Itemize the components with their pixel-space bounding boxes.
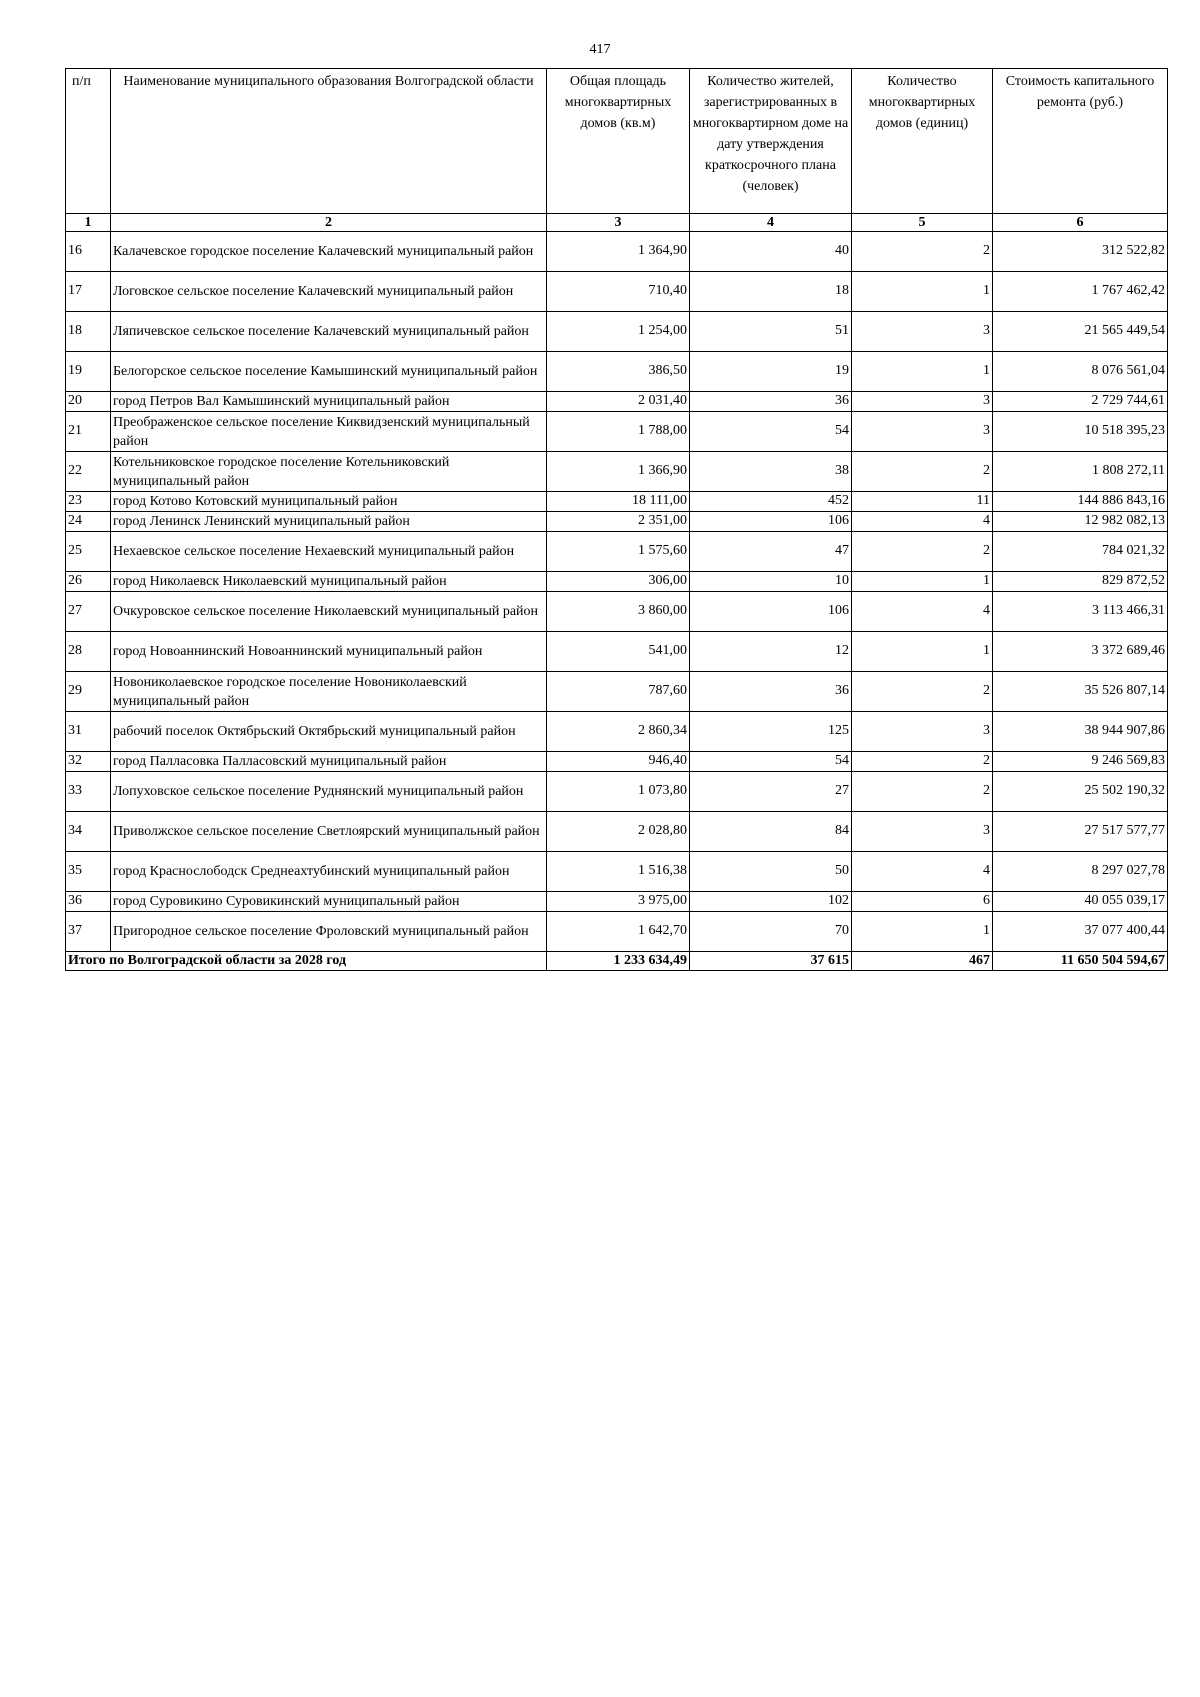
municipality-name: Очкуровское сельское поселение Николаевский муниципальный район bbox=[111, 592, 547, 632]
table-row bbox=[66, 812, 1168, 852]
total-label: Итого по Волгоградской области за 2028 год bbox=[66, 952, 547, 971]
row-number: 27 bbox=[66, 592, 111, 632]
table-row bbox=[66, 572, 1168, 592]
total-area-value: 946,40 bbox=[547, 752, 690, 772]
capital-repair-table bbox=[65, 68, 1168, 971]
table-row bbox=[66, 312, 1168, 352]
houses-value: 2 bbox=[852, 672, 993, 712]
houses-value: 3 bbox=[852, 712, 993, 752]
total-area-value: 1 642,70 bbox=[547, 912, 690, 952]
residents-value: 19 bbox=[690, 352, 852, 392]
column-number: 2 bbox=[111, 214, 547, 232]
header-municipality-name-text: Наименование муниципального образования Волгоградской области bbox=[123, 74, 534, 89]
residents-value: 38 bbox=[690, 452, 852, 492]
municipality-name: Новониколаевское городское поселение Новониколаевский муниципальный район bbox=[111, 672, 547, 712]
municipality-name: город Николаевск Николаевский муниципальный район bbox=[111, 572, 547, 592]
row-number: 33 bbox=[66, 772, 111, 812]
residents-value: 27 bbox=[690, 772, 852, 812]
residents-value: 125 bbox=[690, 712, 852, 752]
houses-value: 4 bbox=[852, 852, 993, 892]
row-number: 25 bbox=[66, 532, 111, 572]
header-repair-cost bbox=[993, 69, 1168, 214]
total-area-value: 2 031,40 bbox=[547, 392, 690, 412]
repair-cost-value: 312 522,82 bbox=[993, 232, 1168, 272]
repair-cost-value: 1 808 272,11 bbox=[993, 452, 1168, 492]
repair-cost-value: 35 526 807,14 bbox=[993, 672, 1168, 712]
header-row-number: п/п bbox=[66, 69, 111, 214]
table-row bbox=[66, 592, 1168, 632]
table-row bbox=[66, 392, 1168, 412]
houses-value: 6 bbox=[852, 892, 993, 912]
repair-cost-value: 38 944 907,86 bbox=[993, 712, 1168, 752]
table-row bbox=[66, 892, 1168, 912]
repair-cost-value: 37 077 400,44 bbox=[993, 912, 1168, 952]
total-area-value: 1 575,60 bbox=[547, 532, 690, 572]
total-area-value: 1 073,80 bbox=[547, 772, 690, 812]
row-number: 19 bbox=[66, 352, 111, 392]
column-number-row bbox=[66, 214, 1168, 232]
table-row bbox=[66, 752, 1168, 772]
municipality-name: город Палласовка Палласовский муниципальный район bbox=[111, 752, 547, 772]
table-row bbox=[66, 772, 1168, 812]
houses-value: 1 bbox=[852, 912, 993, 952]
municipality-name: Ляпичевское сельское поселение Калачевский муниципальный район bbox=[111, 312, 547, 352]
total-area-value: 2 351,00 bbox=[547, 512, 690, 532]
houses-value: 4 bbox=[852, 592, 993, 632]
row-number: 22 bbox=[66, 452, 111, 492]
municipality-name: город Суровикино Суровикинский муниципальный район bbox=[111, 892, 547, 912]
houses-value: 4 bbox=[852, 512, 993, 532]
repair-cost-value: 12 982 082,13 bbox=[993, 512, 1168, 532]
total-area-value: 1 516,38 bbox=[547, 852, 690, 892]
repair-cost-value: 8 076 561,04 bbox=[993, 352, 1168, 392]
column-number: 5 bbox=[852, 214, 993, 232]
total-area-value: 1 254,00 bbox=[547, 312, 690, 352]
row-number: 31 bbox=[66, 712, 111, 752]
repair-cost-value: 27 517 577,77 bbox=[993, 812, 1168, 852]
residents-value: 70 bbox=[690, 912, 852, 952]
total-cost: 11 650 504 594,67 bbox=[993, 952, 1168, 971]
row-number: 20 bbox=[66, 392, 111, 412]
residents-value: 84 bbox=[690, 812, 852, 852]
table-row bbox=[66, 232, 1168, 272]
row-number: 17 bbox=[66, 272, 111, 312]
table-row bbox=[66, 452, 1168, 492]
column-number: 6 bbox=[993, 214, 1168, 232]
total-area-value: 2 028,80 bbox=[547, 812, 690, 852]
total-area-value: 3 975,00 bbox=[547, 892, 690, 912]
row-number: 24 bbox=[66, 512, 111, 532]
residents-value: 50 bbox=[690, 852, 852, 892]
repair-cost-value: 3 372 689,46 bbox=[993, 632, 1168, 672]
header-residents-count bbox=[690, 69, 852, 214]
municipality-name: Преображенское сельское поселение Киквидзенский муниципальный район bbox=[111, 412, 547, 452]
total-area-value: 1 364,90 bbox=[547, 232, 690, 272]
total-houses: 467 bbox=[852, 952, 993, 971]
repair-cost-value: 1 767 462,42 bbox=[993, 272, 1168, 312]
municipality-name: Белогорское сельское поселение Камышинский муниципальный район bbox=[111, 352, 547, 392]
municipality-name: город Краснослободск Среднеахтубинский муниципальный район bbox=[111, 852, 547, 892]
header-total-area-text: Общая площадь многоквартирных домов (кв.м) bbox=[564, 74, 672, 131]
municipality-name: Логовское сельское поселение Калачевский муниципальный район bbox=[111, 272, 547, 312]
houses-value: 2 bbox=[852, 232, 993, 272]
repair-cost-value: 144 886 843,16 bbox=[993, 492, 1168, 512]
header-total-area bbox=[547, 69, 690, 214]
residents-value: 452 bbox=[690, 492, 852, 512]
column-number: 4 bbox=[690, 214, 852, 232]
table-row bbox=[66, 492, 1168, 512]
total-area-value: 386,50 bbox=[547, 352, 690, 392]
repair-cost-value: 10 518 395,23 bbox=[993, 412, 1168, 452]
table-row bbox=[66, 912, 1168, 952]
houses-value: 1 bbox=[852, 272, 993, 312]
total-area: 1 233 634,49 bbox=[547, 952, 690, 971]
page-number: 417 bbox=[589, 42, 611, 57]
residents-value: 54 bbox=[690, 752, 852, 772]
houses-value: 2 bbox=[852, 532, 993, 572]
row-number: 23 bbox=[66, 492, 111, 512]
repair-cost-value: 40 055 039,17 bbox=[993, 892, 1168, 912]
municipality-name: Котельниковское городское поселение Котельниковский муниципальный район bbox=[111, 452, 547, 492]
total-area-value: 306,00 bbox=[547, 572, 690, 592]
header-houses-count bbox=[852, 69, 993, 214]
houses-value: 1 bbox=[852, 632, 993, 672]
repair-cost-value: 2 729 744,61 bbox=[993, 392, 1168, 412]
residents-value: 36 bbox=[690, 392, 852, 412]
repair-cost-value: 21 565 449,54 bbox=[993, 312, 1168, 352]
repair-cost-value: 9 246 569,83 bbox=[993, 752, 1168, 772]
total-area-value: 2 860,34 bbox=[547, 712, 690, 752]
residents-value: 106 bbox=[690, 592, 852, 632]
municipality-name: Пригородное сельское поселение Фроловский муниципальный район bbox=[111, 912, 547, 952]
residents-value: 51 bbox=[690, 312, 852, 352]
row-number: 21 bbox=[66, 412, 111, 452]
total-area-value: 1 366,90 bbox=[547, 452, 690, 492]
column-number: 1 bbox=[66, 214, 111, 232]
repair-cost-value: 784 021,32 bbox=[993, 532, 1168, 572]
row-number: 36 bbox=[66, 892, 111, 912]
table-row bbox=[66, 852, 1168, 892]
total-residents: 37 615 bbox=[690, 952, 852, 971]
table-header-row bbox=[66, 69, 1168, 214]
residents-value: 18 bbox=[690, 272, 852, 312]
residents-value: 106 bbox=[690, 512, 852, 532]
municipality-name: город Ленинск Ленинский муниципальный район bbox=[111, 512, 547, 532]
table-row bbox=[66, 352, 1168, 392]
header-municipality-name bbox=[111, 69, 547, 214]
houses-value: 3 bbox=[852, 312, 993, 352]
houses-value: 3 bbox=[852, 812, 993, 852]
total-area-value: 787,60 bbox=[547, 672, 690, 712]
table-row bbox=[66, 672, 1168, 712]
table-row bbox=[66, 712, 1168, 752]
row-number: 35 bbox=[66, 852, 111, 892]
table-row bbox=[66, 512, 1168, 532]
repair-cost-value: 829 872,52 bbox=[993, 572, 1168, 592]
table-row bbox=[66, 632, 1168, 672]
row-number: 32 bbox=[66, 752, 111, 772]
houses-value: 1 bbox=[852, 352, 993, 392]
column-number: 3 bbox=[547, 214, 690, 232]
houses-value: 2 bbox=[852, 752, 993, 772]
houses-value: 3 bbox=[852, 392, 993, 412]
municipality-name: город Новоаннинский Новоаннинский муниципальный район bbox=[111, 632, 547, 672]
residents-value: 54 bbox=[690, 412, 852, 452]
row-number: 37 bbox=[66, 912, 111, 952]
residents-value: 47 bbox=[690, 532, 852, 572]
residents-value: 40 bbox=[690, 232, 852, 272]
row-number: 16 bbox=[66, 232, 111, 272]
municipality-name: Приволжское сельское поселение Светлоярский муниципальный район bbox=[111, 812, 547, 852]
residents-value: 102 bbox=[690, 892, 852, 912]
municipality-name: город Петров Вал Камышинский муниципальный район bbox=[111, 392, 547, 412]
total-row bbox=[66, 952, 1168, 971]
total-area-value: 1 788,00 bbox=[547, 412, 690, 452]
houses-value: 2 bbox=[852, 452, 993, 492]
houses-value: 2 bbox=[852, 772, 993, 812]
houses-value: 11 bbox=[852, 492, 993, 512]
houses-value: 3 bbox=[852, 412, 993, 452]
total-area-value: 18 111,00 bbox=[547, 492, 690, 512]
municipality-name: Калачевское городское поселение Калачевский муниципальный район bbox=[111, 232, 547, 272]
repair-cost-value: 25 502 190,32 bbox=[993, 772, 1168, 812]
table-row bbox=[66, 272, 1168, 312]
repair-cost-value: 3 113 466,31 bbox=[993, 592, 1168, 632]
municipality-name: Лопуховское сельское поселение Руднянский муниципальный район bbox=[111, 772, 547, 812]
table-row bbox=[66, 532, 1168, 572]
row-number: 26 bbox=[66, 572, 111, 592]
municipality-name: Нехаевское сельское поселение Нехаевский муниципальный район bbox=[111, 532, 547, 572]
row-number: 28 bbox=[66, 632, 111, 672]
row-number: 29 bbox=[66, 672, 111, 712]
total-area-value: 710,40 bbox=[547, 272, 690, 312]
total-area-value: 541,00 bbox=[547, 632, 690, 672]
residents-value: 12 bbox=[690, 632, 852, 672]
houses-value: 1 bbox=[852, 572, 993, 592]
municipality-name: рабочий поселок Октябрьский Октябрьский муниципальный район bbox=[111, 712, 547, 752]
header-repair-cost-text: Стоимость капитального ремонта (руб.) bbox=[1005, 74, 1155, 110]
residents-value: 36 bbox=[690, 672, 852, 712]
table-row bbox=[66, 412, 1168, 452]
total-area-value: 3 860,00 bbox=[547, 592, 690, 632]
row-number: 18 bbox=[66, 312, 111, 352]
municipality-name: город Котово Котовский муниципальный район bbox=[111, 492, 547, 512]
header-residents-count-text: Количество жителей, зарегистрированных в многоквартирном доме на дату утверждения краткосрочного плана (человек) bbox=[692, 74, 849, 194]
residents-value: 10 bbox=[690, 572, 852, 592]
table-body bbox=[66, 232, 1168, 952]
repair-cost-value: 8 297 027,78 bbox=[993, 852, 1168, 892]
header-houses-count-text: Количество многоквартирных домов (единиц) bbox=[868, 74, 976, 131]
row-number: 34 bbox=[66, 812, 111, 852]
